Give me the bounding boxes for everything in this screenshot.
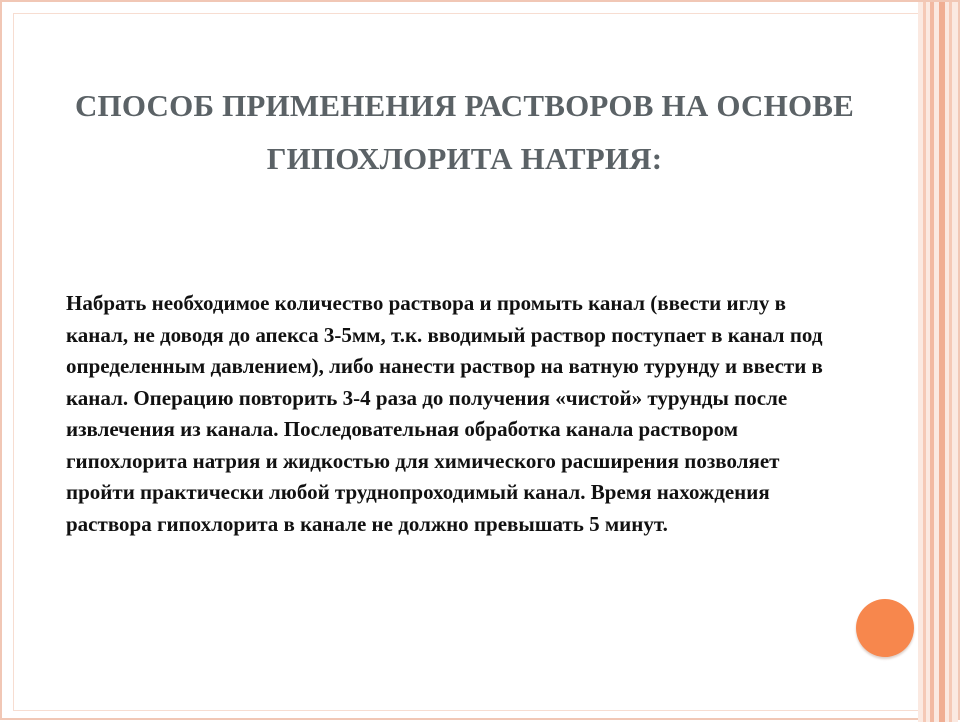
decorative-stripe xyxy=(930,2,934,722)
slide-body-text: Набрать необходимое количество раствора и промыть канал (ввести иглу в канал, не доводя до апекса 3-5мм, т.к. вводимый раствор поступает в канал под определенным давлением), либо нанести раствор на ватную турунду и ввести в канал. Операцию повторить 3-4 раза до получения «чистой» турунды после извлечения из канала. Последовательная обработка канала раствором гипохлорита натрия и жидкостью для химического расширения позволяет пройти практически любой труднопроходимый канал. Время нахождения раствора гипохлорита в канале не должно превышать 5 минут. xyxy=(66,291,823,536)
right-decorative-stripes xyxy=(918,2,958,722)
slide-title-line-2: ГИПОХЛОРИТА НАТРИЯ: xyxy=(266,140,663,176)
decorative-stripe xyxy=(939,2,945,722)
decorative-stripe xyxy=(949,2,952,722)
slide-title-line-1: СПОСОБ ПРИМЕНЕНИЯ РАСТВОРОВ НА ОСНОВЕ xyxy=(74,87,855,123)
decorative-stripe xyxy=(923,2,926,722)
slide-title xyxy=(42,79,887,185)
orange-circle-icon xyxy=(856,599,914,657)
